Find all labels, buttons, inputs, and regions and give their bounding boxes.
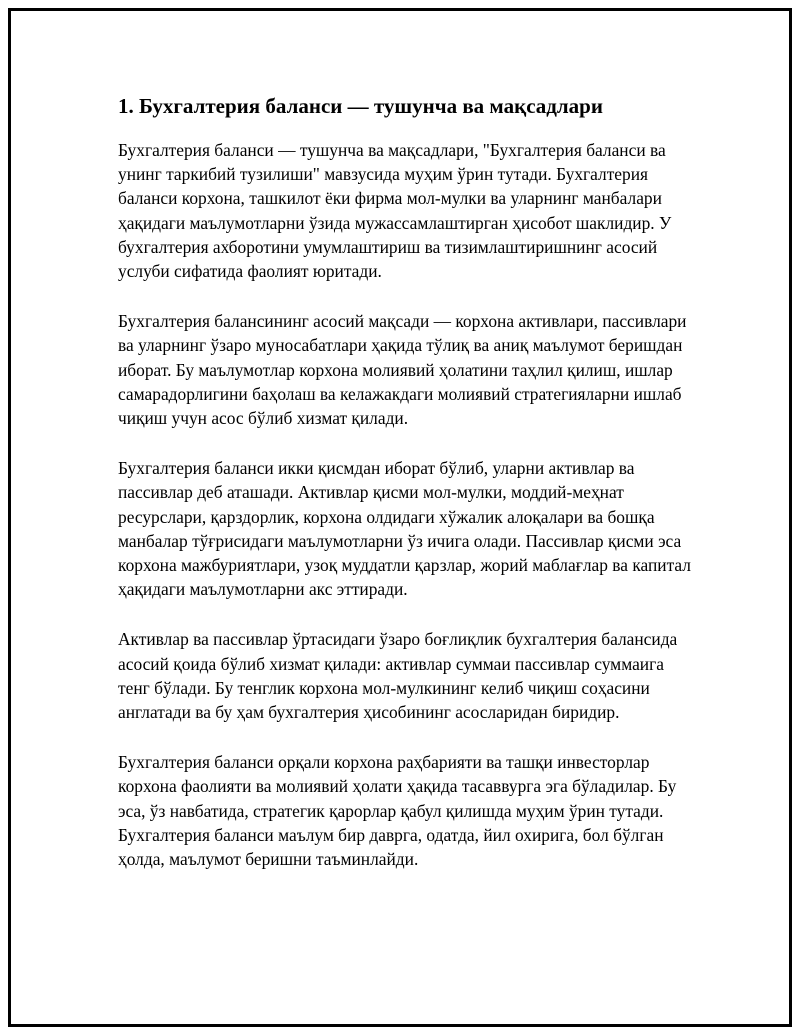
paragraph-1: Бухгалтерия баланси — тушунча ва мақсадлари, "Бухгалтерия баланси ва унинг таркибий тузилиши" мавзусида муҳим ўрин тутади. Бухгалтерия баланси корхона, ташкилот ёки фирма мол-мулки ва уларнинг манбалари ҳақидаги маълумотларни ўзида мужассамлаштирган ҳисобот шаклидир. У бухгалтерия ахборотини умумлаштириш ва тизимлаштиришнинг асосий услуби сифатида фаолият юритади. xyxy=(118,140,672,282)
paragraph-3: Бухгалтерия баланси икки қисмдан иборат бўлиб, уларни активлар ва пассивлар деб аташади. Активлар қисми мол-мулки, моддий-меҳнат ресурслари, қарздорлик, корхона олдидаги хўжалик алоқалари ва бошқа манбалар тўғрисидаги маълумотларни ўз ичига олади. Пассивлар қисми эса корхона мажбуриятлари, узоқ муддатли қарзлар, жорий маблағлар ва капитал ҳақидаги маълумотларни акс эттиради. xyxy=(118,458,691,600)
section-title: 1. Бухгалтерия баланси — тушунча ва мақсадлари xyxy=(118,94,603,118)
paragraph-2: Бухгалтерия балансининг асосий мақсади — корхона активлари, пассивлари ва уларнинг ўзаро муносабатлари ҳақида тўлиқ ва аниқ маълумот беришдан иборат. Бу маълумотлар корхона молиявий ҳолатини таҳлил қилиш, ишлар самарадорлигини баҳолаш ва келажакдаги молиявий стратегияларни ишлаб чиқиш учун асос бўлиб хизмат қилади. xyxy=(118,311,687,429)
paragraph-5: Бухгалтерия баланси орқали корхона раҳбарияти ва ташқи инвесторлар корхона фаолияти ва молиявий ҳолати ҳақида тасаввурга эга бўладилар. Бу эса, ўз навбатида, стратегик қарорлар қабул қилишда муҳим ўрин тутади. Бухгалтерия баланси маълум бир даврга, одатда, йил охирига, бол бўлган ҳолда, маълумот беришни таъминлайди. xyxy=(118,752,677,870)
document-body xyxy=(118,92,692,897)
paragraph-4: Активлар ва пассивлар ўртасидаги ўзаро боғлиқлик бухгалтерия балансида асосий қоида бўлиб хизмат қилади: активлар суммаи пассивлар суммаига тенг бўлади. Бу тенглик корхона мол-мулкининг келиб чиқиш соҳасини англатади ва бу ҳам бухгалтерия ҳисобининг асосларидан биридир. xyxy=(118,629,678,723)
